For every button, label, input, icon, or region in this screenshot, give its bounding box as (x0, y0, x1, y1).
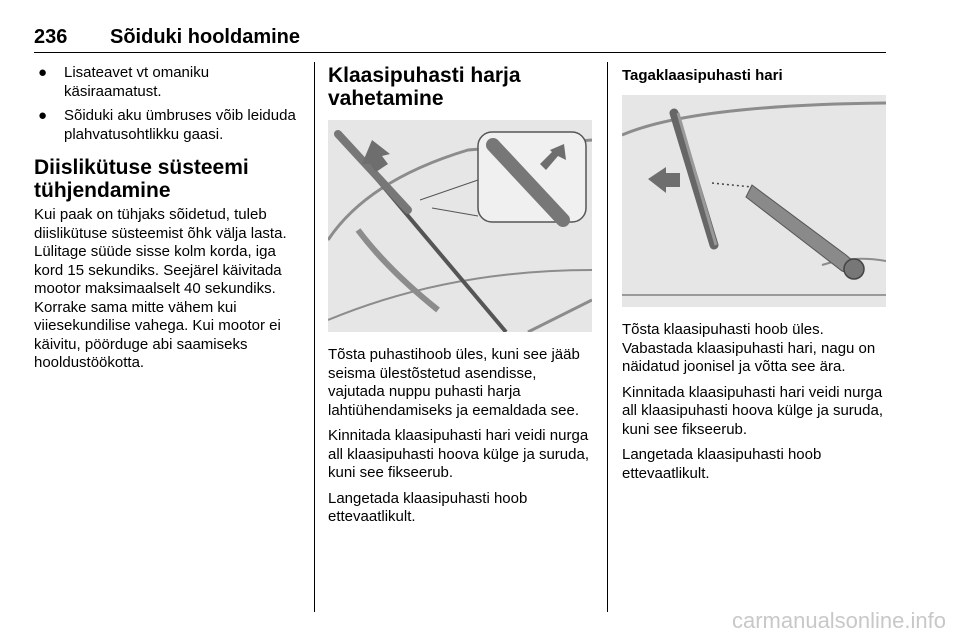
page-header (34, 26, 886, 53)
paragraph: Langetada klaasipuhasti hoob ettevaatlikult. (328, 489, 528, 525)
bullet-icon: ● (38, 64, 48, 81)
section-title: Sõiduki hooldamine (110, 26, 301, 48)
paragraph: Kinnitada klaasipuhasti hari veidi nurga all klaasipuhasti hoova külge ja suruda, kuni see fikseerub. (622, 383, 883, 438)
column-divider (607, 62, 608, 612)
bullet-list (34, 64, 304, 144)
paragraph: Tõsta puhastihoob üles, kuni see jääb seisma ülestõstetud asendisse, vajutada nuppu puhasti harja lahtiühendamiseks ja eemaldada see. (328, 346, 580, 419)
windshield-wiper-illustration (328, 120, 592, 332)
list-item: ● Lisateavet vt omaniku käsiraamatust. (38, 64, 210, 100)
column-right (622, 64, 888, 490)
section-heading: Klaasipuhasti harja vahetamine (328, 64, 521, 110)
paragraph: Kinnitada klaasipuhasti hari veidi nurga all klaasipuhasti hoova külge ja suruda, kuni see fikseerub. (328, 427, 589, 481)
rear-wiper-illustration (622, 95, 886, 307)
column-divider (314, 62, 315, 612)
subsection-heading: Tagaklaasipuhasti hari (622, 67, 783, 84)
list-item: ● Sõiduki aku ümbruses võib leiduda plahvatusohtlikku gaasi. (38, 107, 296, 143)
column-middle (328, 64, 594, 534)
paragraph: Langetada klaasipuhasti hoob ettevaatlikult. (622, 446, 822, 482)
body-text: Kui paak on tühjaks sõidetud, tuleb diislikütuse süsteemist õhk välja lasta. Lülitage süüde sisse kolm korda, iga kord 15 sekundiks. Seejärel käivitada mootor maksimaalselt 40 sekundiks. Korrake sama mitte vähem kui viiesekundilise vahega. Kui mootor ei käivitu, pöörduge abi saamiseks hooldustöökotta. (34, 206, 287, 371)
section-heading: Diislikütuse süsteemi tühjendamine (34, 156, 249, 202)
paragraph: Tõsta klaasipuhasti hoob üles. Vabastada klaasipuhasti hari, nagu on näidatud joonisel ja võtta see ära. (622, 321, 876, 375)
page-number: 236 (34, 26, 68, 48)
watermark: carmanualsonline.info (731, 608, 946, 633)
bullet-icon: ● (38, 107, 48, 124)
column-left (34, 64, 304, 380)
